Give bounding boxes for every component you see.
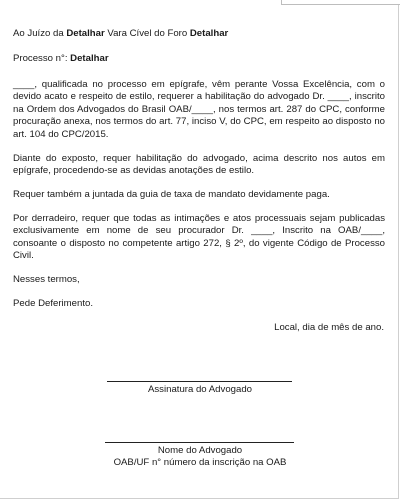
closing-request: Pede Deferimento. <box>13 298 93 309</box>
closing-terms: Nesses termos, <box>13 274 80 285</box>
paragraph-conclusion: Diante do exposto, requer habilitação do advogado, acima descrito nos autos em epígrafe, procedendo-se as devidas anotações de estilo. <box>13 153 385 177</box>
addressee-placeholder-2: Detalhar <box>189 28 229 39</box>
paragraph-request: ____, qualificada no processo em epígrafe, vêm perante Vossa Excelência, com o devido acato e respeito de estilo, requerer a habilitação do advogado Dr. ____, inscrito na Ordem dos Advogados do Brasil OAB/____, nos termos art. 287 do CPC, conforme procuração anexa, nos termos do art. 77, inciso V, do CPC, em respeito ao disposto no art. 104 do CPC/2015. <box>13 79 385 140</box>
signature-label: Assinatura do Advogado <box>147 384 252 395</box>
place-date: Local, dia de mês de ano. <box>274 322 384 333</box>
oab-registration-label: OAB/UF n° número da inscrição na OAB <box>113 457 287 468</box>
name-line <box>105 442 294 443</box>
signature-line <box>107 381 292 382</box>
paragraph-fee: Requer também a juntada da guia de taxa de mandato devidamente paga. <box>13 189 330 200</box>
addressee-placeholder-1: Detalhar <box>66 28 105 39</box>
process-number-line <box>13 53 385 65</box>
top-tab-edge <box>281 0 400 5</box>
paragraph-notifications: Por derradeiro, requer que todas as intimações e atos processuais sejam publicadas exclusivamente em nome de seu procurador Dr. ____, Inscrito na OAB/____, consoante o disposto no competente artigo 272, § 2º, do vigente Código de Processo Civil. <box>13 213 385 262</box>
lawyer-name-label: Nome do Advogado <box>157 445 243 456</box>
court-addressee <box>13 28 385 40</box>
process-number-value: Detalhar <box>70 53 109 64</box>
process-number-label: Processo n°: <box>13 53 71 64</box>
addressee-prefix: Ao Juízo da <box>13 28 67 39</box>
addressee-middle: Vara Cível do Foro <box>104 28 190 39</box>
